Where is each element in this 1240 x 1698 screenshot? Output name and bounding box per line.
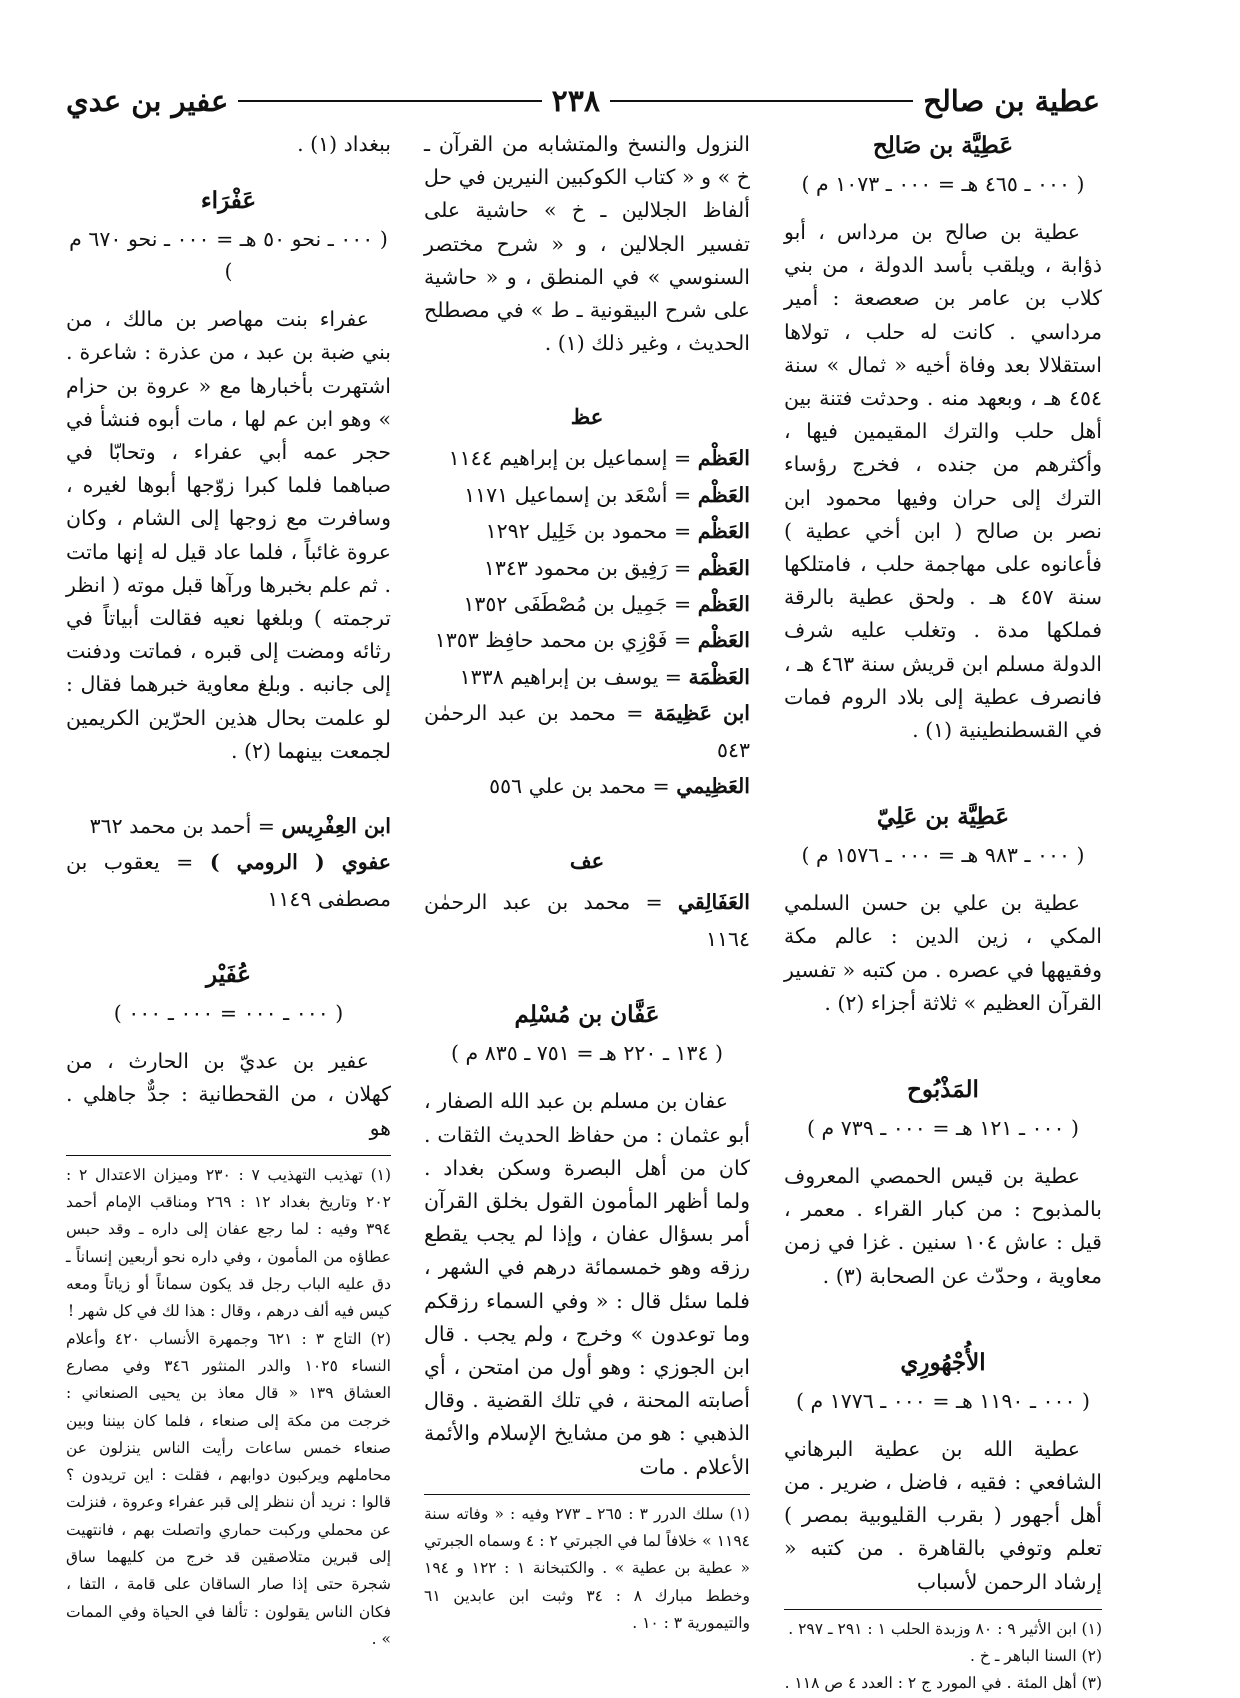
entry-heading: عُفَيْر bbox=[206, 961, 251, 989]
entry-dates: ( ٠٠٠ ـ ١١٩٠ هـ = ٠٠٠ ـ ١٧٧٦ م ) bbox=[795, 1388, 1091, 1413]
entry-continuation: ببغداد (١) . bbox=[297, 132, 391, 156]
entry-dates: ( ٠٠٠ ـ ٤٦٥ هـ = ٠٠٠ ـ ١٠٧٣ م ) bbox=[801, 172, 1085, 196]
middle-column bbox=[424, 128, 750, 1637]
cross-reference: العَظْم = رَفِيق بن محمود ١٣٤٣ bbox=[483, 555, 750, 580]
cross-reference: العَفَالِقي = محمد بن عبد الرحمٰن ١١٦٤ bbox=[424, 890, 750, 951]
section-letters: عف bbox=[569, 848, 605, 874]
cross-reference: العَظْم = إسماعيل بن إبراهيم ١١٤٤ bbox=[448, 446, 750, 471]
cross-reference: ابن عَظِيمَة = محمد بن عبد الرحمٰن ٥٤٣ bbox=[424, 701, 750, 762]
footnote-rule bbox=[424, 1494, 750, 1495]
entry-heading: عَفْرَاء bbox=[200, 187, 257, 215]
page-number: ٢٣٨ bbox=[551, 83, 600, 119]
cross-reference: ابن العِفْرِيس = أحمد بن محمد ٣٦٢ bbox=[89, 814, 391, 839]
cross-reference: العَظْم = فَوْزِي بن محمد حافِظ ١٣٥٣ bbox=[434, 628, 750, 653]
cross-reference: العَظْم = أسْعَد بن إسماعيل ١١٧١ bbox=[464, 482, 750, 507]
footnote: (١) ابن الأثير ٩ : ٨٠ وزبدة الحلب ١ : ٢٩١ ـ ٢٩٧ . bbox=[788, 1619, 1102, 1638]
entry-heading: عَفَّان بن مُسْلِم bbox=[514, 1001, 660, 1029]
entry-text: عطية بن علي بن حسن السلمي المكي ، زين الدين : عالم مكة وفقيهها في عصره . من كتبه « تفسير القرآن العظيم » ثلاثة أجزاء (٢) . bbox=[784, 891, 1102, 1015]
right-column bbox=[784, 128, 1102, 1698]
header-rule bbox=[610, 100, 913, 102]
entry-continuation: النزول والنسخ والمتشابه من القرآن ـ خ » و « كتاب الكوكبين النيرين في حل ألفاظ الجلالين ـ خ » حاشية على تفسير الجلالين ، و « شرح مختصر السنوسي » في المنطق ، و « حاشية على شرح البيقونية ـ ط » في مصطلح الحديث ، وغير ذلك (١) . bbox=[424, 132, 750, 356]
cross-reference: عفوي ( الرومي ) = يعقوب بن مصطفى ١١٤٩ bbox=[66, 850, 391, 911]
entry-dates: ( ٠٠٠ ـ ٩٨٣ هـ = ٠٠٠ ـ ١٥٧٦ م ) bbox=[801, 843, 1085, 868]
entry-text: عطية بن صالح بن مرداس ، أبو ذؤابة ، ويلقب بأسد الدولة ، من بني كلاب بن عامر بن صعصعة : أمير مرداسي . كانت له حلب ، تولاها استقلالا بعد وفاة أخيه « ثمال » سنة ٤٥٤ هـ ، وبعهد منه . وحدثت فتنة بين أهل حلب والترك المقيمين فيها ، وأكثرهم من جنده ، فخرج رؤساء الترك إلى حران وفيها محمود ابن نصر بن صالح ( ابن أخي عطية ) فأعانوه على مهاجمة حلب ، فامتلكها سنة ٤٥٧ هـ . ولحق عطية بالرقة فملكها مدة . وتغلب عليه شرف الدولة مسلم ابن قريش سنة ٤٦٣ هـ ، فانصرف عطية إلى بلاد الروم فمات في القسطنطينية (١) . bbox=[784, 220, 1103, 743]
entry-heading: المَذْبُوح bbox=[907, 1076, 979, 1104]
cross-reference: العَظِيمي = محمد بن علي ٥٥٦ bbox=[489, 774, 750, 799]
cross-reference: العَظْم = محمود بن خَلِيل ١٢٩٢ bbox=[485, 519, 750, 544]
footnote-rule bbox=[66, 1155, 391, 1156]
entry-text: عطية بن قيس الحمصي المعروف بالمذبوح : من كبار القراء . معمر ، قيل : عاش ١٠٤ سنين . غزا في زمن معاوية ، وحدّث عن الصحابة (٣) . bbox=[784, 1164, 1102, 1288]
footnote: (٢) السنا الباهر ـ خ . bbox=[970, 1647, 1102, 1666]
entry-text: عفير بن عديّ بن الحارث ، من كهلان ، من القحطانية : جدٌّ جاهلي . هو bbox=[66, 1049, 391, 1140]
entry-dates: ( ٠٠٠ ـ ٠٠٠ = ٠٠٠ ـ ٠٠٠ ) bbox=[113, 1001, 344, 1026]
footnote: (١) سلك الدرر ٣ : ٢٦٥ ـ ٢٧٣ وفيه : « وفاته سنة ١١٩٤ » خلافاً لما في الجبرتي ٢ : ٤ وسماه الجبرتي « عطية بن عطية » . والكتبخانة ١ : ١٢٢ و ١٩٤ وخطط مبارك ٨ : ٣٤ وثبت ابن عابدين ٦١ والتيمورية ٣ : ١٠ . bbox=[424, 1504, 751, 1632]
footnote: (١) تهذيب التهذيب ٧ : ٢٣٠ وميزان الاعتدال ٢ : ٢٠٢ وتاريخ بغداد ١٢ : ٢٦٩ ومناقب الإمام أحمد ٣٩٤ وفيه : لما رجع عفان إلى داره ـ وقد حبس عطاؤه من المأمون ، وفي داره نحو أربعين إنساناً ـ دق عليه الباب رجل قد يكون سماناً أو زياتاً ومعه كيس فيه ألف درهم ، وقال : هذا لك في كل شهر ! bbox=[66, 1165, 392, 1321]
footnote: (٢) التاج ٣ : ٦٢١ وجمهرة الأنساب ٤٢٠ وأعلام النساء ١٠٢٥ والدر المنثور ٣٤٦ وفي مصارع العشاق ١٣٩ « قال معاذ بن يحيى الصنعاني : خرجت من مكة إلى صنعاء ، فلما كان بيننا وبين صنعاء خمس ساعات رأيت الناس ينزلون عن محاملهم ويركبون دوابهم ، فقلت : اين تريدون ؟ قالوا : نريد أن ننظر إلى قبر عفراء وعروة ، فنزلت عن محملي وركبت حماري واتصلت بهم ، فانتهيت إلى قبرين متلاصقين قد خرج من كليهما ساق شجرة حتى إذا صار الساقان على قامة ، التفا ، فكان الناس يقولون : تألفا في الحياة وفي الممات » . bbox=[66, 1329, 391, 1648]
entry-dates: ( ٠٠٠ ـ نحو ٥٠ هـ = ٠٠٠ ـ نحو ٦٧٠ م ) bbox=[69, 227, 388, 284]
cross-reference-list bbox=[424, 440, 750, 804]
entry-heading: عَطِيَّة بن عَلِيّ bbox=[876, 803, 1010, 831]
running-header bbox=[66, 78, 1100, 124]
header-left-title: عفير بن عدي bbox=[65, 84, 229, 118]
header-right-title: عطية بن صالح bbox=[923, 84, 1100, 118]
section-letters: عظ bbox=[570, 404, 604, 430]
cross-reference: العَظْم = جَمِيل بن مُصْطَفَى ١٣٥٢ bbox=[463, 592, 750, 617]
footnote-rule bbox=[784, 1609, 1102, 1610]
entry-heading: الأُجْهُورِي bbox=[900, 1348, 986, 1376]
footnote: (٣) أهل المئة . في المورد ج ٢ : العدد ٤ ص ١١٨ . bbox=[784, 1674, 1102, 1693]
entry-dates: ( ٠٠٠ ـ ١٢١ هـ = ٠٠٠ ـ ٧٣٩ م ) bbox=[806, 1116, 1080, 1141]
entry-text: عفان بن مسلم بن عبد الله الصفار ، أبو عثمان : من حفاظ الحديث الثقات . كان من أهل البصرة وسكن بغداد . ولما أظهر المأمون القول بخلق القرآن أمر بسؤال عفان ، وإذا لم يجب يقطع رزقه وهو خمسمائة درهم في الشهر ، فلما سئل قال : « وفي السماء رزقكم وما توعدون » وخرج ، ولم يجب . قال ابن الجوزي : وهو أول من امتحن ، أي أصابته المحنة ، في تلك القضية . وقال الذهبي : هو من مشايخ الإسلام والأئمة الأعلام . مات bbox=[424, 1089, 750, 1479]
entry-text: عطية الله بن عطية البرهاني الشافعي : فقيه ، فاضل ، ضرير . من أهل أجهور ( بقرب القليوبية بمصر ) تعلم وتوفي بالقاهرة . من كتبه « إرشاد الرحمن لأسباب bbox=[784, 1436, 1102, 1594]
header-rule bbox=[238, 100, 541, 102]
left-column bbox=[66, 128, 391, 1653]
entry-heading: عَطِيَّة بن صَالِح bbox=[872, 132, 1014, 159]
cross-reference: العَظْمَة = يوسف بن إبراهيم ١٣٣٨ bbox=[459, 664, 750, 689]
entry-text: عفراء بنت مهاصر بن مالك ، من بني ضبة بن عبد ، من عذرة : شاعرة . اشتهرت بأخبارها مع « عروة بن حزام » وهو ابن عم لها ، مات أبوه فنشأ في حجر عمه أبي عفراء ، وتحابّا في صباهما فلما كبرا زوّجها أبوها لغيره ، وسافرت مع زوجها إلى الشام ، وكان عروة غائباً ، فلما عاد قيل له إنها ماتت . ثم علم بخبرها ورآها قبل موته ( انظر ترجمته ) وبلغها نعيه فقالت أبياتاً في رثائه ومضت إلى قبره ، فماتت ودفنت إلى جانبه . وبلغ معاوية خبرهما فقال : لو علمت بحال هذين الحرّين الكريمين لجمعت بينهما (٢) . bbox=[66, 307, 391, 763]
entry-dates: ( ١٣٤ ـ ٢٢٠ هـ = ٧٥١ ـ ٨٣٥ م ) bbox=[450, 1041, 724, 1066]
